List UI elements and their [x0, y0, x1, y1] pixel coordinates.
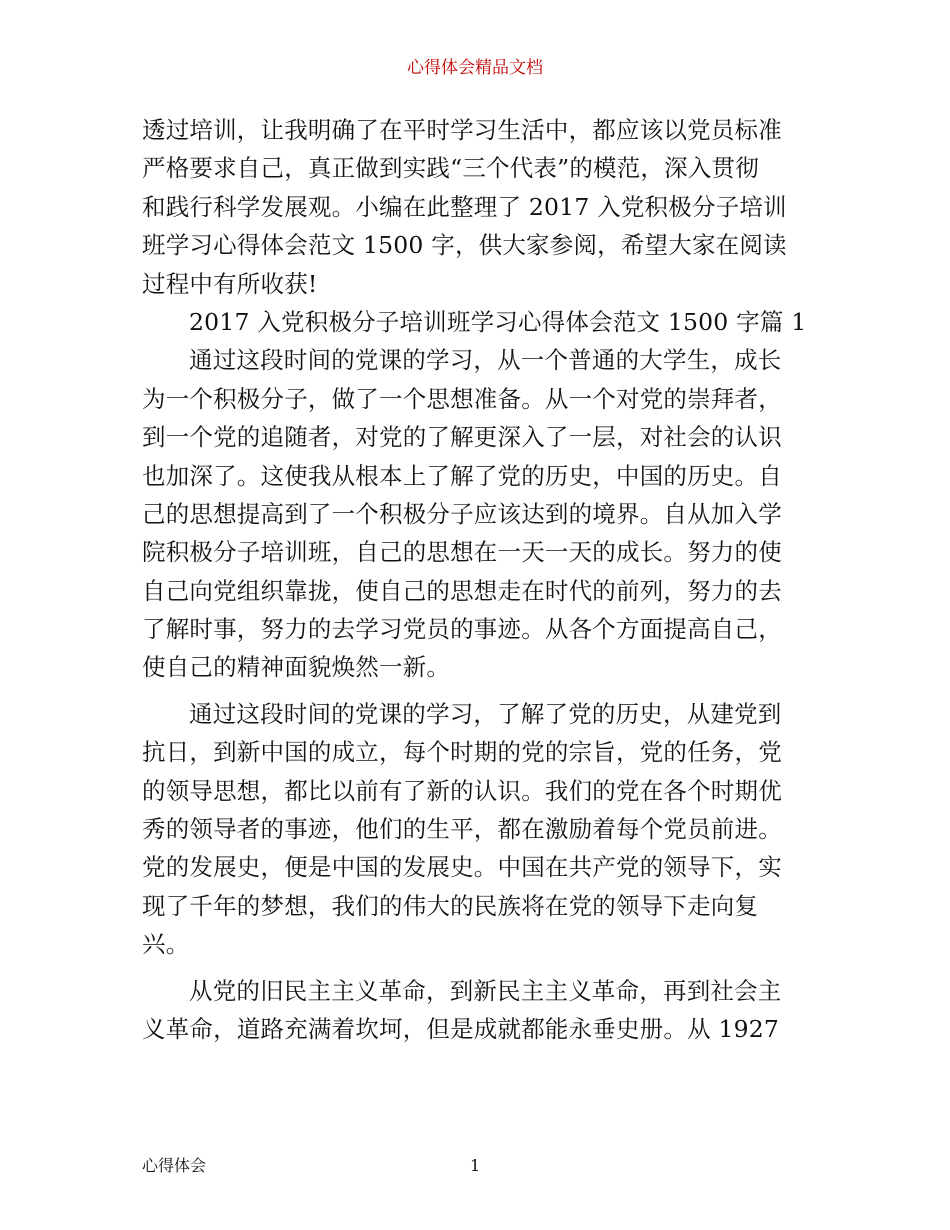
text-line: 义革命，道路充满着坎坷，但是成就都能永垂史册。从 1927: [142, 1014, 780, 1043]
text-line: 严格要求自己，真正做到实践“三个代表”的模范，深入贯彻: [142, 154, 759, 183]
text-line: 秀的领导者的事迹，他们的生平，都在激励着每个党员前进。: [142, 815, 782, 844]
text-line: 通过这段时间的党课的学习，了解了党的历史，从建党到: [189, 699, 782, 728]
text-line: 班学习心得体会范文 1500 字，供大家参阅，希望大家在阅读: [142, 231, 787, 260]
text-line: 院积极分子培训班，自己的思想在一天一天的成长。努力的使: [142, 538, 782, 567]
section-heading: [142, 303, 810, 341]
document-body: [142, 111, 810, 1048]
text-line: 和践行科学发展观。小编在此整理了 2017 入党积极分子培训: [142, 192, 787, 221]
footer-label: 心得体会: [142, 1156, 207, 1175]
text-line: 了解时事，努力的去学习党员的事迹。从各个方面提高自己，: [142, 615, 782, 644]
text-line: 为一个积极分子，做了一个思想准备。从一个对党的崇拜者，: [142, 384, 782, 413]
paragraph: [142, 972, 810, 1049]
text-line: 党的发展史，便是中国的发展史。中国在共产党的领导下，实: [142, 853, 782, 882]
text-line: 抗日，到新中国的成立，每个时期的党的宗旨，党的任务，党: [142, 738, 782, 767]
text-line: 过程中有所收获!: [142, 269, 318, 298]
paragraph: [142, 341, 810, 687]
paragraph-gap: [142, 687, 810, 695]
text-line: 的领导思想，都比以前有了新的认识。我们的党在各个时期优: [142, 776, 782, 805]
text-line: 使自己的精神面貌焕然一新。: [142, 653, 451, 682]
text-line: 透过培训，让我明确了在平时学习生活中，都应该以党员标准: [142, 116, 782, 144]
paragraph-intro: [142, 111, 810, 303]
text-line: 从党的旧民主主义革命，到新民主主义革命，再到社会主: [189, 976, 782, 1005]
paragraph-gap: [142, 964, 810, 972]
text-line: 自己向党组织靠拢，使自己的思想走在时代的前列，努力的去: [142, 576, 782, 605]
text-line: 己的思想提高到了一个积极分子应该达到的境界。自从加入学: [142, 499, 782, 528]
text-line: 现了千年的梦想，我们的伟大的民族将在党的领导下走向复: [142, 891, 759, 920]
text-line: 到一个党的追随者，对党的了解更深入了一层，对社会的认识: [142, 423, 782, 452]
section-heading-text: 2017 入党积极分子培训班学习心得体会范文 1500 字篇 1: [189, 307, 807, 336]
paragraph: [142, 695, 810, 964]
text-line: 通过这段时间的党课的学习，从一个普通的大学生，成长: [189, 346, 782, 375]
text-line: 也加深了。这使我从根本上了解了党的历史，中国的历史。自: [142, 461, 782, 490]
document-header-title: 心得体会精品文档: [407, 58, 543, 78]
text-line: 兴。: [142, 930, 190, 959]
page-number: 1: [470, 1156, 481, 1175]
